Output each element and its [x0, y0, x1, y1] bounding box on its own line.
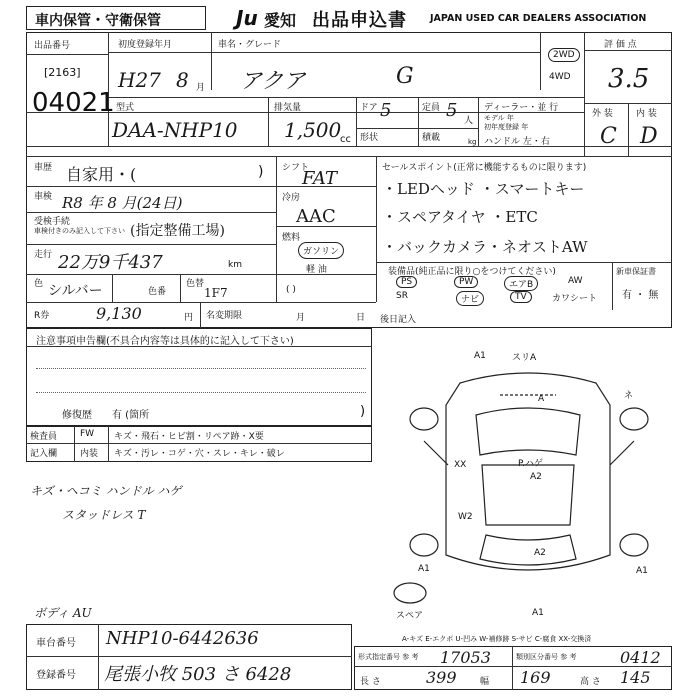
chassis-label: 車台番号: [36, 638, 76, 649]
storage-label-box: [26, 6, 206, 30]
mark-a1-left: A1: [418, 564, 430, 574]
displacement-value: 1,500: [284, 118, 342, 142]
history-close-paren: ): [258, 164, 264, 180]
exterior-value: C: [600, 124, 617, 149]
first-reg-month: 8: [176, 68, 189, 92]
selling-point-1: ・LEDヘッド ・スマートキー: [382, 180, 585, 198]
lot-no-label: 出品番号: [34, 41, 71, 51]
checker-row2-head: 内装: [80, 449, 99, 459]
doors-label: ドア: [360, 103, 378, 113]
model-value: DAA-NHP10: [112, 118, 238, 142]
score-value: 3.5: [608, 64, 650, 94]
mark-a2-rear: A2: [534, 548, 546, 558]
dashboard-note: キズ・ヘコミ ハンドル ハゲ: [30, 484, 182, 498]
color-no-label: 色番: [148, 287, 167, 297]
width-label: 幅: [480, 677, 490, 687]
grade-value: G: [396, 64, 414, 89]
mark-xx: XX: [454, 460, 467, 470]
class-no: 0412: [620, 648, 661, 667]
mark-ne: ネ: [624, 391, 634, 401]
ju-logo: Ju: [236, 6, 258, 30]
shift-label: シフト: [282, 163, 310, 173]
form-title: 出品申込書: [312, 10, 407, 31]
fuel-gasoline: ガソリン: [298, 242, 344, 259]
equip-ps: PS: [396, 276, 417, 288]
chassis-no: NHP10-6442636: [106, 628, 259, 649]
exterior-label: 外 装: [592, 109, 613, 119]
load-label: 積載: [422, 133, 441, 143]
mark-a1-right: A1: [636, 566, 648, 576]
interior-label: 内 装: [636, 109, 657, 119]
deadline-day: 日: [356, 313, 366, 323]
history-value: 自家用・(: [66, 165, 137, 184]
length-label: 長 さ: [360, 677, 381, 687]
fuel-label: 燃料: [282, 233, 301, 243]
new-warranty-value: 有 ・ 無: [622, 290, 659, 301]
width-value: 169: [520, 668, 551, 687]
color-value: シルバー: [48, 283, 103, 299]
equipment-label: 装備品(純正品に限り○をつけてください): [388, 267, 556, 277]
recycle-label: R券: [34, 311, 50, 321]
storage-label: 車内保管・守衛保管: [35, 13, 161, 29]
spec-no: 17053: [440, 648, 491, 667]
mileage-label: 走行: [34, 250, 53, 260]
spec-label: 形式指定番号 参 考: [358, 653, 419, 661]
four-wd-option: 4WD: [549, 72, 571, 82]
score-label: 評 価 点: [604, 40, 637, 50]
mark-hage: P.ハゲ: [518, 459, 543, 469]
repair-history-value: 有 (箇所: [112, 410, 150, 421]
checker-row2-items: キズ・汚レ・コゲ・穴・スレ・キレ・破レ: [114, 449, 285, 459]
mark-a1-top: A1: [474, 351, 486, 361]
two-wd-option: 2WD: [548, 48, 580, 62]
mark-w2: W2: [458, 512, 473, 522]
repair-history-label: 修復歴: [62, 410, 92, 421]
mark-a1-bottom: A1: [532, 608, 544, 618]
capacity-unit: 人: [464, 116, 474, 126]
history-label: 車歴: [34, 163, 53, 173]
entry-label: 記入欄: [30, 449, 58, 459]
checker-row1-items: キズ・飛石・ヒビ割・リペア跡・X要: [114, 432, 264, 442]
spare-label: スペア: [396, 611, 424, 621]
recycle-yen: 円: [184, 313, 194, 323]
deadline-label: 名変期限: [206, 311, 243, 321]
interior-value: D: [640, 124, 658, 149]
model-year-label: モデル 年: [484, 114, 514, 122]
color-label: 色: [34, 279, 44, 289]
post-entry-label: 後日記入: [380, 315, 417, 325]
selling-points-label: セールスポイント(正常に機能するものに限ります): [382, 163, 587, 173]
inspection-note: 車検付きのみ記入して下さい: [34, 227, 125, 235]
model-label: 型式: [116, 103, 135, 113]
equip-aw: AW: [568, 276, 583, 286]
mark-suri-a: スリA: [512, 353, 537, 363]
class-label: 類別区分番号 参 考: [516, 653, 577, 661]
capacity-value: 5: [446, 100, 458, 121]
mark-a2-roof: A2: [530, 472, 542, 482]
equip-pw: PW: [454, 276, 478, 288]
body-note: ボディ AU: [34, 606, 92, 620]
lot-small: [2163]: [44, 66, 81, 79]
doors-value: 5: [380, 100, 392, 121]
equip-airbag: エアB: [504, 276, 538, 291]
color-change-label: 色替: [186, 279, 205, 289]
notes-label: 注意事項申告欄(不具合内容等は具体的に記入して下さい): [36, 336, 294, 347]
equip-navi: ナビ: [456, 291, 484, 306]
first-reg-year: H27: [118, 68, 161, 92]
equipment-grid: [380, 276, 608, 306]
lot-number: 04021: [32, 88, 115, 118]
reg-label: 登録番号: [36, 670, 76, 681]
capacity-label: 定員: [422, 103, 441, 113]
new-warranty-label: 新車保証書: [616, 267, 656, 276]
repair-close-paren: ): [360, 404, 366, 419]
inspection-receipt-value: (指定整備工場): [130, 223, 225, 239]
fuel-paren: ( ): [286, 285, 296, 295]
fuel-diesel: 軽 油: [306, 265, 327, 275]
equip-sr: SR: [396, 291, 408, 301]
height-value: 145: [620, 668, 651, 687]
deadline-month: 月: [296, 313, 306, 323]
studless-note: スタッドレス T: [62, 508, 146, 522]
car-name-value: アクア: [240, 69, 306, 94]
length-value: 399: [426, 668, 457, 687]
car-name-label: 車名・グレード: [218, 40, 282, 50]
inspection-label: 車検: [34, 192, 53, 202]
first-reg-label: 初度登録年月: [118, 40, 173, 50]
selling-point-2: ・スペアタイヤ ・ETC: [382, 208, 538, 226]
selling-point-3: ・バックカメラ・ネオストAW: [382, 238, 588, 256]
mark-a-hood: A: [538, 394, 545, 404]
first-reg-month-unit: 月: [196, 83, 206, 93]
inspection-value: R8 年 8 月(24日): [62, 194, 183, 212]
cc-unit: cc: [340, 134, 351, 145]
km-unit: km: [228, 260, 242, 270]
kg-unit: kg: [468, 138, 477, 146]
cooler-label: 冷房: [282, 193, 301, 203]
checker-label: 検査員: [30, 432, 58, 442]
org-name: 愛知: [264, 11, 297, 30]
equip-tv: TV: [510, 291, 532, 303]
english-title: JAPAN USED CAR DEALERS ASSOCIATION: [430, 13, 647, 24]
reg-no: 尾張小牧 503 さ 6428: [104, 664, 292, 685]
cooler-value: AAC: [296, 206, 336, 227]
handle-label: ハンドル 左・右: [484, 137, 550, 147]
recycle-amount: 9,130: [96, 304, 142, 323]
inspection-receipt-label: 受検手続: [34, 217, 71, 227]
shift-value: FAT: [302, 168, 337, 189]
displacement-label: 排気量: [274, 103, 302, 113]
damage-legend: A-キズ E-エクボ U-凹み W-補修跡 S-サビ C-腐食 XX-交換済: [402, 635, 592, 643]
first-reg-year-label: 初年度登録 年: [484, 123, 529, 131]
dealer-label: ディーラー・並 行: [484, 103, 559, 113]
shape-label: 形状: [360, 133, 379, 143]
mileage-value: 22万9千437: [58, 252, 163, 273]
color-no-value: 1F7: [204, 286, 228, 300]
height-label: 高 さ: [580, 677, 601, 687]
equip-leather: カワシート: [552, 294, 598, 304]
checker-row1-head: FW: [80, 429, 95, 439]
